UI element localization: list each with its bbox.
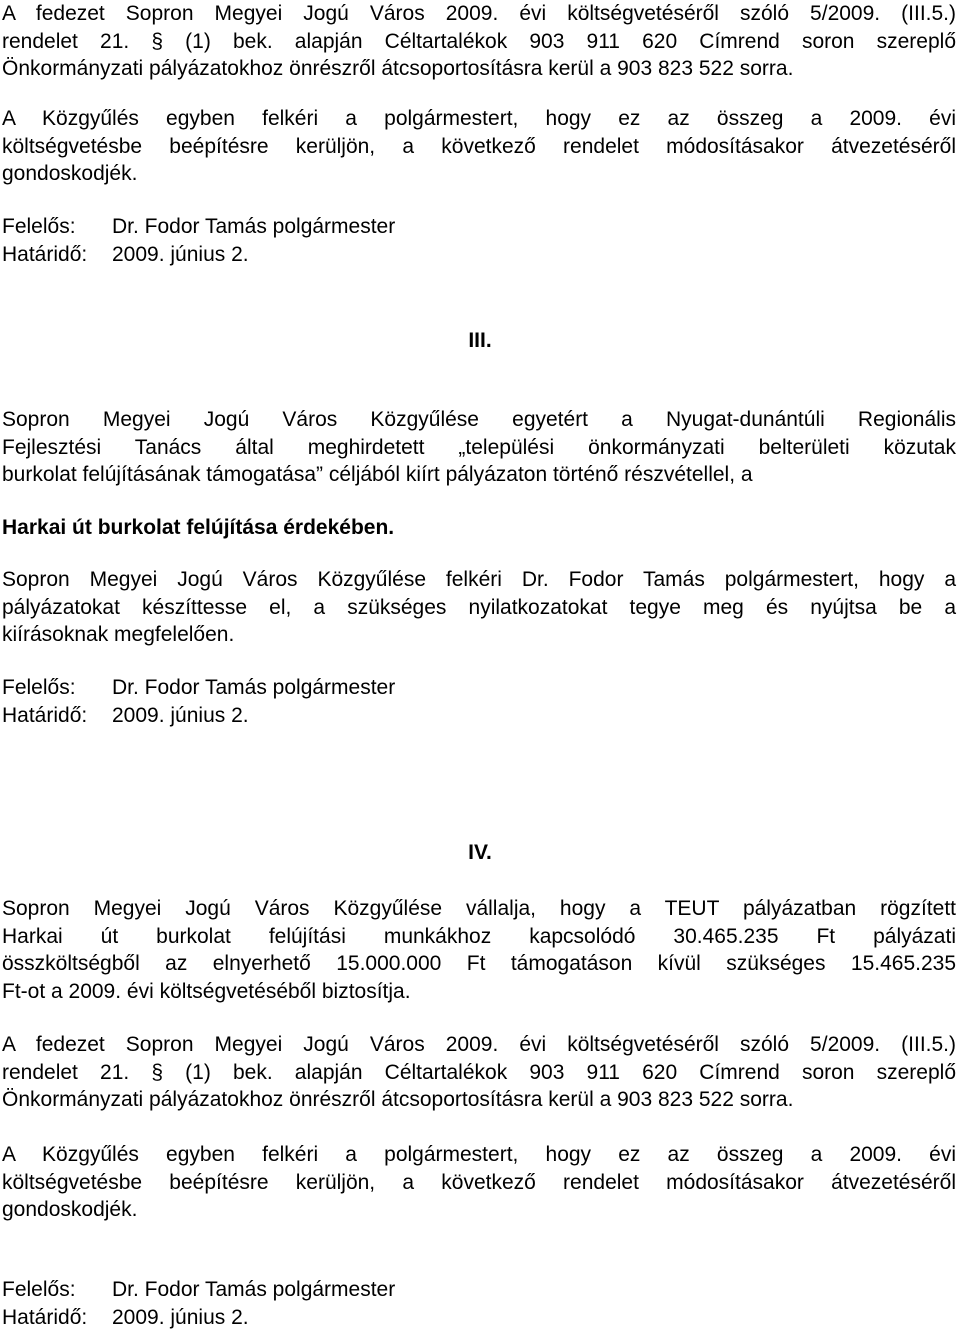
hatarido-value: 2009. június 2. <box>112 704 249 727</box>
felelos-label: Felelős: <box>2 215 76 238</box>
text-line: gondoskodjék. <box>2 162 138 185</box>
text-line: rendelet 21. § (1) bek. alapján Céltartalékok 903 911 620 Címrend soron szereplő <box>2 29 956 53</box>
section-iv-commitment <box>2 895 956 1005</box>
text-line: Önkormányzati pályázatokhoz önrészről átcsoportosításra kerül a 903 823 522 sorra. <box>2 1088 794 1111</box>
text-line: összköltségből az elnyerhető 15.000.000 Ft támogatáson kívül szükséges 15.465.235 <box>2 952 956 975</box>
responsible-block-1 <box>2 213 956 269</box>
text-line: Ft-ot a 2009. évi költségvetéséből biztosítja. <box>2 979 411 1003</box>
hatarido-label: Határidő: <box>2 704 88 727</box>
text-line: A Közgyűlés egyben felkéri a polgármestert, hogy ez az összeg a 2009. évi <box>2 1143 956 1166</box>
text-line: Harkai út burkolat felújítási munkákhoz kapcsolódó 30.465.235 Ft pályázati <box>2 924 956 948</box>
hatarido-row <box>2 702 956 730</box>
text-line: A fedezet Sopron Megyei Jogú Város 2009. évi költségvetéséről szóló 5/2009. (III.5.) <box>2 1033 956 1056</box>
hatarido-value: 2009. június 2. <box>112 1306 249 1329</box>
kozgyules-paragraph-top <box>2 105 956 188</box>
text-line: burkolat felújításának támogatása” céljából kiírt pályázaton történő részvétellel, a <box>2 463 753 486</box>
felelos-label: Felelős: <box>2 1278 76 1301</box>
text-line: Sopron Megyei Jogú Város Közgyűlése felkéri Dr. Fodor Tamás polgármestert, hogy a <box>2 568 956 591</box>
section-heading-iii: III. <box>468 329 492 352</box>
text-line: kiírásoknak megfelelően. <box>2 623 235 646</box>
section-iii-intro <box>2 406 956 489</box>
text-line: gondoskodjék. <box>2 1198 138 1221</box>
hatarido-label: Határidő: <box>2 243 88 266</box>
section-heading-iv: IV. <box>468 841 492 864</box>
felelos-row <box>2 674 956 702</box>
section-iii-request <box>2 566 956 649</box>
hatarido-row <box>2 1304 956 1332</box>
responsible-block-3 <box>2 1276 956 1332</box>
felelos-label: Felelős: <box>2 676 76 699</box>
text-line: Fejlesztési Tanács által meghirdetett „települési önkormányzati belterületi közutak <box>2 435 956 459</box>
text-line: A fedezet Sopron Megyei Jogú Város 2009. évi költségvetéséről szóló 5/2009. (III.5.) <box>2 2 956 25</box>
responsible-block-2 <box>2 674 956 730</box>
kozgyules-paragraph-iv <box>2 1141 956 1224</box>
felelos-value: Dr. Fodor Tamás polgármester <box>112 215 396 238</box>
felelos-value: Dr. Fodor Tamás polgármester <box>112 676 396 699</box>
text-line: A Közgyűlés egyben felkéri a polgármestert, hogy ez az összeg a 2009. évi <box>2 107 956 130</box>
hatarido-value: 2009. június 2. <box>112 243 249 266</box>
text-line: költségvetésbe beépítésre kerüljön, a következő rendelet módosításakor átvezetéséről <box>2 1170 956 1194</box>
text-line: pályázatokat készíttesse el, a szükséges nyilatkozatokat tegye meg és nyújtsa be a <box>2 595 956 619</box>
text-line: Önkormányzati pályázatokhoz önrészről átcsoportosításra kerül a 903 823 522 sorra. <box>2 57 794 80</box>
fedezet-paragraph-top <box>2 0 956 83</box>
felelos-row <box>2 1276 956 1304</box>
felelos-value: Dr. Fodor Tamás polgármester <box>112 1278 396 1301</box>
text-line: költségvetésbe beépítésre kerüljön, a következő rendelet módosításakor átvezetéséről <box>2 134 956 158</box>
felelos-row <box>2 213 956 241</box>
text-line: Sopron Megyei Jogú Város Közgyűlése vállalja, hogy a TEUT pályázatban rögzített <box>2 897 956 920</box>
hatarido-row <box>2 241 956 269</box>
text-line: rendelet 21. § (1) bek. alapján Céltartalékok 903 911 620 Címrend soron szereplő <box>2 1060 956 1084</box>
hatarido-label: Határidő: <box>2 1306 88 1329</box>
project-title-bold: Harkai út burkolat felújítása érdekében. <box>2 516 395 539</box>
text-line: Sopron Megyei Jogú Város Közgyűlése egyetért a Nyugat-dunántúli Regionális <box>2 408 956 431</box>
fedezet-paragraph-iv <box>2 1031 956 1114</box>
